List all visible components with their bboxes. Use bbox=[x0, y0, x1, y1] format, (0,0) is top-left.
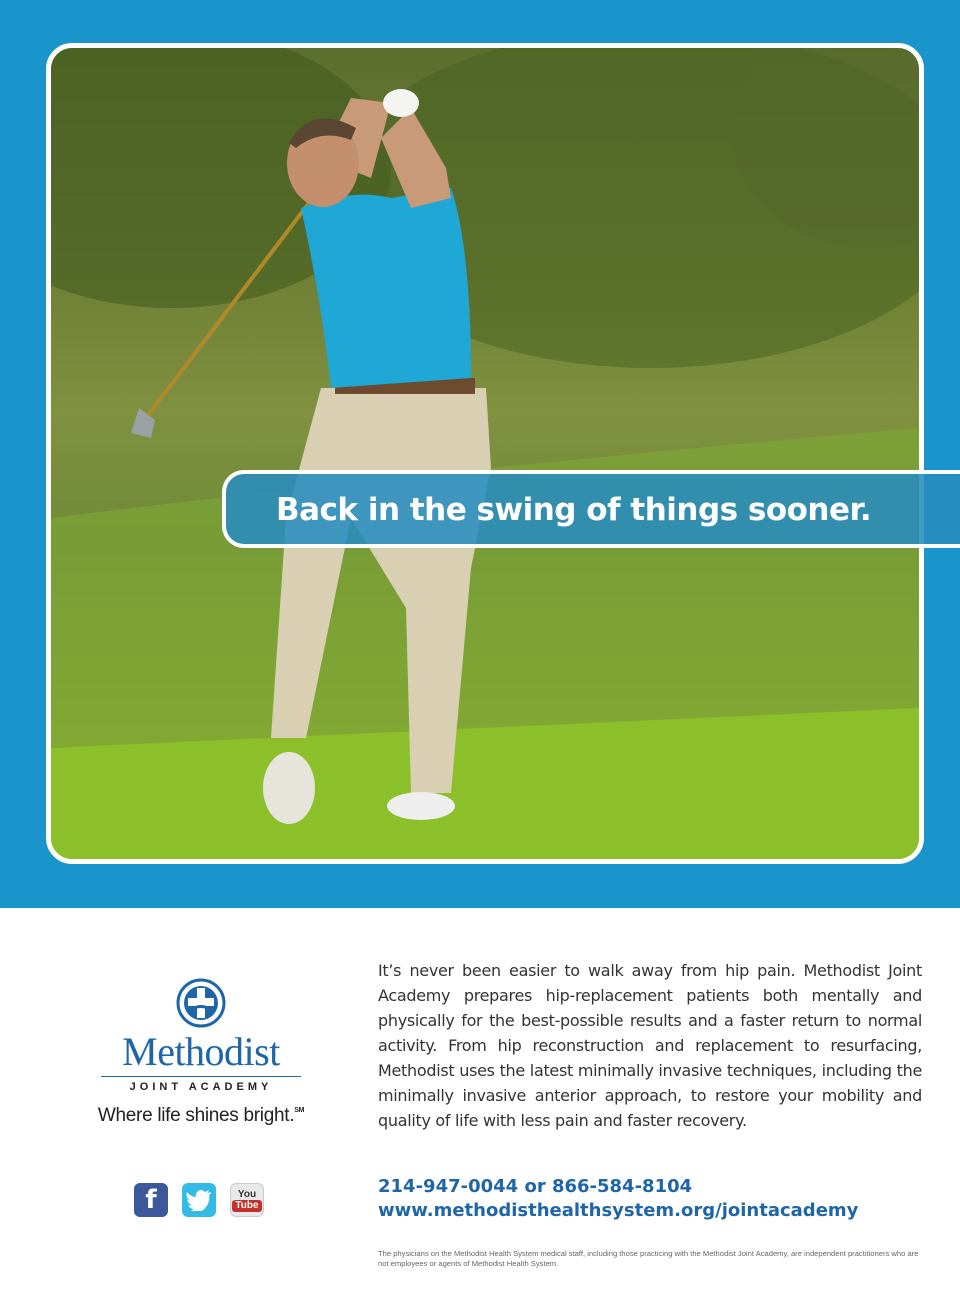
golfer-illustration bbox=[51, 48, 919, 859]
hero-photo bbox=[46, 43, 924, 864]
headline-bar bbox=[222, 470, 960, 548]
social-links bbox=[134, 1183, 264, 1217]
youtube-icon[interactable] bbox=[230, 1183, 264, 1217]
twitter-icon[interactable] bbox=[182, 1183, 216, 1217]
tagline-text: Where life shines bright. bbox=[97, 1105, 295, 1126]
logo-subtitle: JOINT ACADEMY bbox=[129, 1081, 273, 1093]
youtube-tube-text: Tube bbox=[232, 1200, 261, 1212]
service-mark: SM bbox=[294, 1107, 305, 1114]
headline: Back in the swing of things sooner. bbox=[276, 492, 872, 528]
website-link[interactable]: www.methodisthealthsystem.org/jointacademy bbox=[378, 1200, 859, 1221]
twitter-bird-icon bbox=[186, 1189, 212, 1211]
logo-divider bbox=[101, 1076, 301, 1077]
methodist-emblem-icon bbox=[176, 978, 226, 1028]
body-copy: It’s never been easier to walk away from hip pain. Methodist Joint Academy prepares hip-replacement patients both mentally and physically for the best-possible results and a faster return to normal activity. From hip reconstruction and replacement to resurfacing, Methodist uses the latest minimally invasive techniques, including the minimally invasive anterior approach, to restore your mobility and quality of life with less pain and faster recovery. bbox=[378, 961, 922, 1130]
tagline bbox=[96, 1105, 306, 1127]
disclaimer: The physicians on the Methodist Health System medical staff, including those practicing with the Methodist Joint Academy, are independent practitioners who are not employees or agents of Methodist Health System. bbox=[378, 1249, 919, 1268]
facebook-icon[interactable] bbox=[134, 1183, 168, 1217]
phone-numbers[interactable]: 214-947-0044 or 866-584-8104 bbox=[378, 1176, 693, 1197]
logo-name: Methodist bbox=[122, 1029, 280, 1074]
facebook-glyph: f bbox=[145, 1185, 157, 1215]
methodist-logo bbox=[96, 978, 306, 1127]
youtube-you-text: You bbox=[237, 1188, 257, 1200]
